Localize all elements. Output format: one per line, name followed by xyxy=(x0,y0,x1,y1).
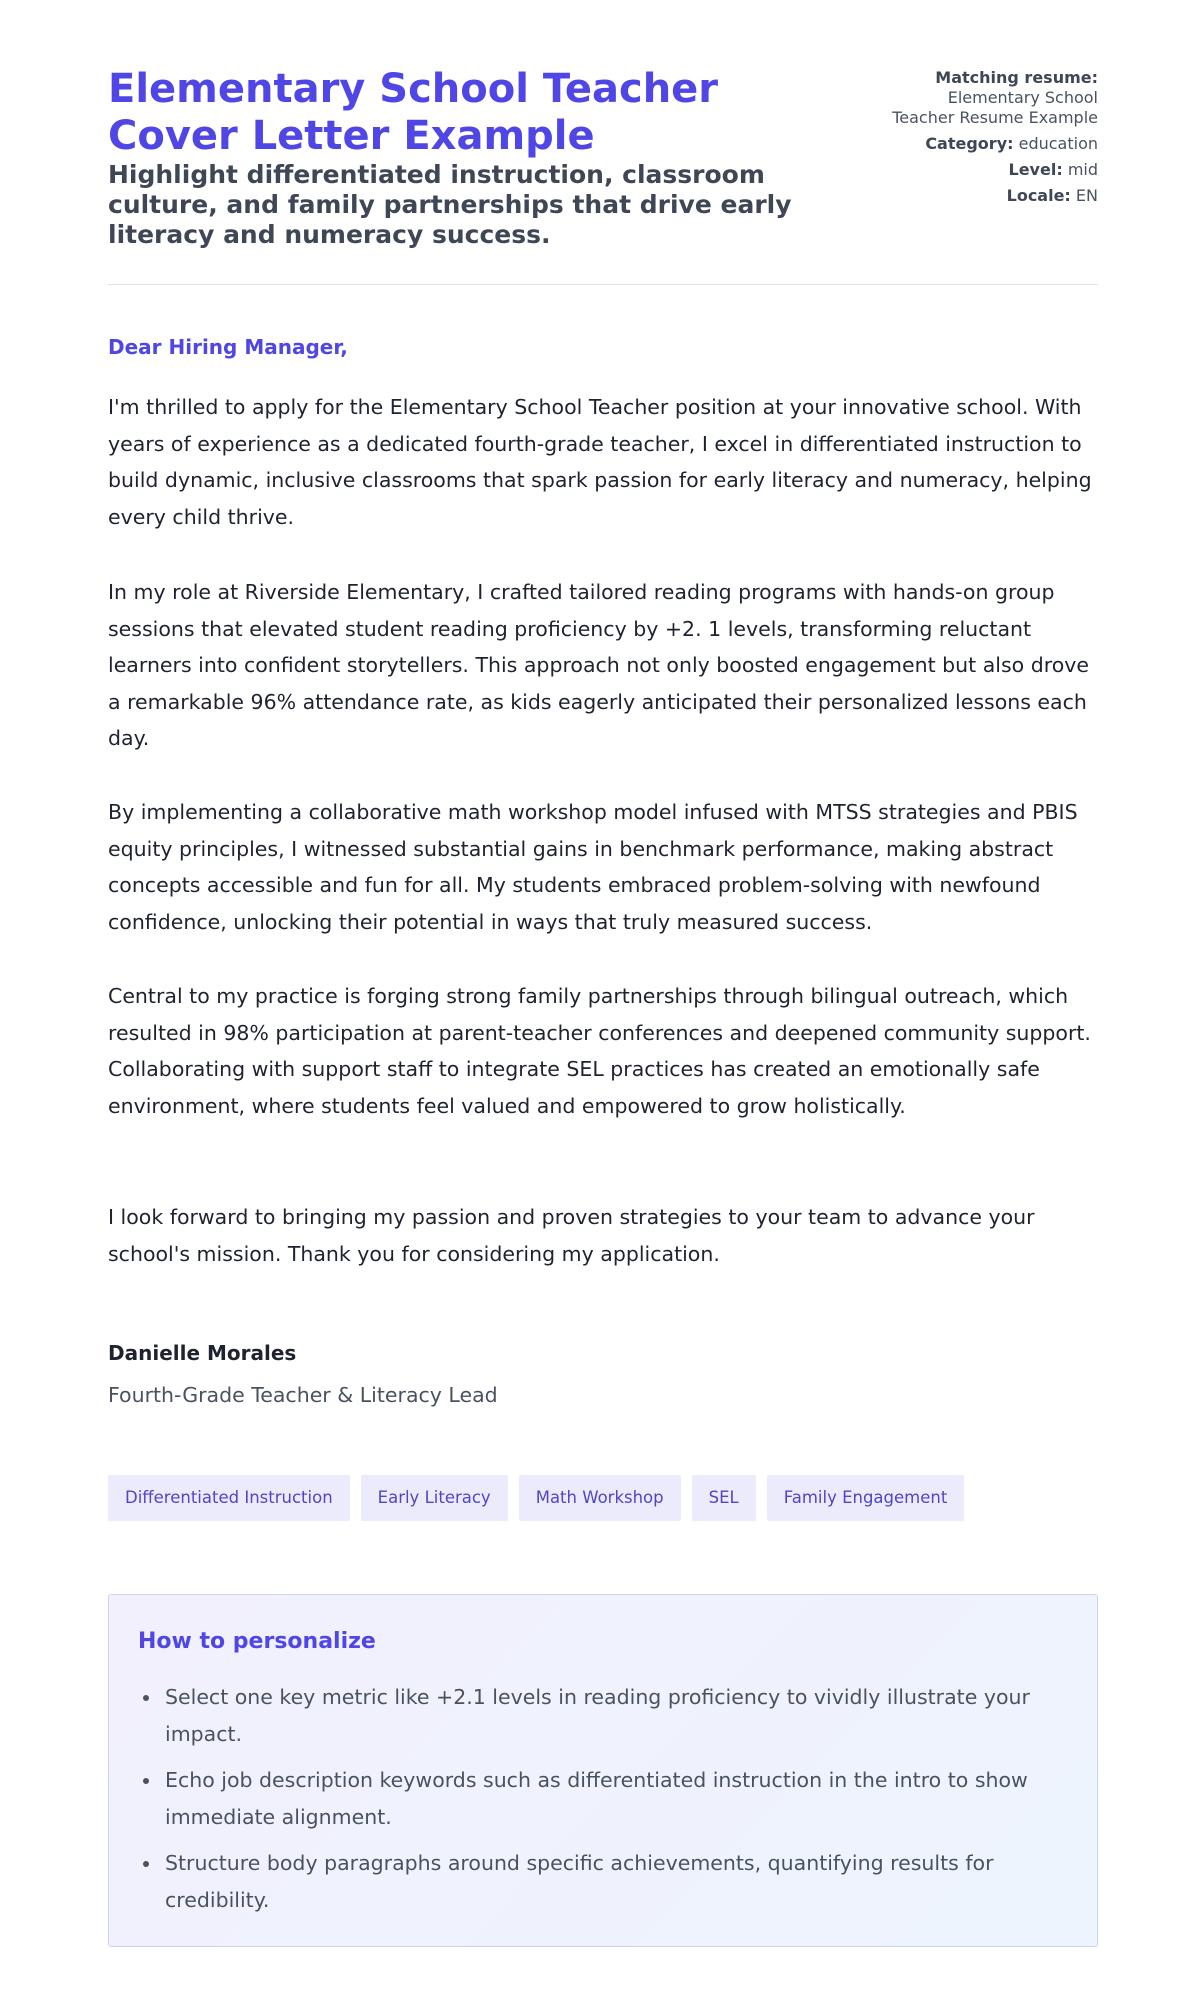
tip-item: • Structure body paragraphs around specific achievements, quantifying results for credibility. xyxy=(162,1845,1068,1918)
page-subtitle: Highlight differentiated instruction, classroom culture, and family partnerships that drive early literacy and numeracy success. xyxy=(108,160,792,249)
skill-tag: Differentiated Instruction xyxy=(108,1475,350,1521)
letter-paragraph: I look forward to bringing my passion and proven strategies to your team to advance your school's mission. Thank you for considering my application. xyxy=(108,1205,1035,1266)
page-title: Elementary School Teacher Cover Letter Example xyxy=(108,66,719,159)
tips-list xyxy=(138,1679,1068,1928)
letter-paragraph: By implementing a collaborative math workshop model infused with MTSS strategies and PBIS equity principles, I witnessed substantial gains in benchmark performance, making abstract concepts accessible and fun for all. My students embraced problem-solving with newfound confidence, unlocking their potential in ways that truly measured success. xyxy=(108,800,1078,934)
skill-tag: Early Literacy xyxy=(361,1475,508,1521)
skill-tag: Math Workshop xyxy=(519,1475,681,1521)
page-header xyxy=(108,0,1098,285)
letter-paragraph: Central to my practice is forging strong family partnerships through bilingual outreach, which resulted in 98% participation at parent-teacher conferences and deepened community support. Collaborating with support staff to integrate SEL practices has created an emotionally safe environment, where students feel valued and empowered to grow holistically. xyxy=(108,984,1091,1118)
tip-item: • Echo job description keywords such as differentiated instruction in the intro to show immediate alignment. xyxy=(162,1762,1068,1835)
skill-tag: Family Engagement xyxy=(767,1475,965,1521)
matching-resume-link-line1[interactable]: Elementary School xyxy=(947,88,1098,107)
category-value: education xyxy=(1018,134,1098,153)
skill-tag: SEL xyxy=(692,1475,756,1521)
cover-letter-page xyxy=(108,0,1098,1912)
letter-paragraph: I'm thrilled to apply for the Elementary School Teacher position at your innovative school. With years of experience as a dedicated fourth-grade teacher, I excel in differentiated instruction to build dynamic, inclusive classrooms that spark passion for early literacy and numeracy, helping every child thrive. xyxy=(108,395,1092,529)
category-label: Category: xyxy=(925,134,1014,153)
level-row xyxy=(798,160,1098,180)
letter-paragraph: In my role at Riverside Elementary, I crafted tailored reading programs with hands-on group sessions that elevated student reading proficiency by +2. 1 levels, transforming reluctant learners into confident storytellers. This approach not only boosted engagement but also drove a remarkable 96% attendance rate, as kids eagerly anticipated their personalized lessons each day. xyxy=(108,580,1090,750)
level-label: Level: xyxy=(1008,160,1063,179)
personalize-tips-box xyxy=(108,1594,1098,1947)
matching-resume-label: Matching resume: xyxy=(935,68,1098,87)
resume-meta xyxy=(798,68,1098,206)
signature-title: Fourth-Grade Teacher & Literacy Lead xyxy=(108,1383,498,1407)
locale-row xyxy=(798,186,1098,206)
signature-name: Danielle Morales xyxy=(108,1341,297,1365)
locale-label: Locale: xyxy=(1006,186,1071,205)
locale-value: EN xyxy=(1075,186,1098,205)
tip-item: • Select one key metric like +2.1 levels in reading proficiency to vividly illustrate your impact. xyxy=(162,1679,1068,1752)
salutation: Dear Hiring Manager, xyxy=(108,335,348,359)
level-value: mid xyxy=(1067,160,1098,179)
matching-resume-link-line2[interactable]: Teacher Resume Example xyxy=(892,108,1098,127)
skill-tags xyxy=(108,1475,964,1521)
category-row xyxy=(798,134,1098,154)
tips-title: How to personalize xyxy=(138,1629,376,1654)
